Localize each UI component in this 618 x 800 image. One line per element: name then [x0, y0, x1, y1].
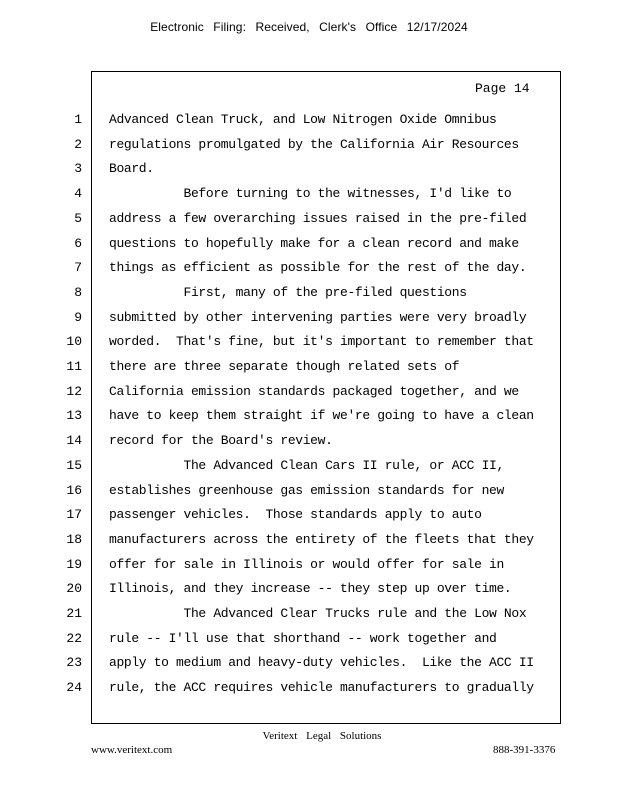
transcript-line: rule -- I'll use that shorthand -- work together and: [109, 631, 497, 646]
transcript-line: rule, the ACC requires vehicle manufacturers to gradually: [109, 680, 534, 695]
line-number: 19: [66, 557, 82, 572]
transcript-line: have to keep them straight if we're going to have a clean: [109, 408, 534, 423]
line-number: 3: [74, 161, 82, 176]
transcript-line: record for the Board's review.: [109, 433, 333, 448]
line-number: 23: [66, 655, 82, 670]
line-number: 6: [74, 236, 82, 251]
line-number: 2: [74, 137, 82, 152]
transcript-line: submitted by other intervening parties were very broadly: [109, 310, 527, 325]
transcript-line: passenger vehicles. Those standards apply to auto: [109, 507, 482, 522]
line-number: 22: [66, 631, 82, 646]
transcript-line: regulations promulgated by the California Air Resources: [109, 137, 519, 152]
line-number: 12: [66, 384, 82, 399]
transcript-line: The Advanced Clean Cars II rule, or ACC II,: [109, 458, 504, 473]
footer-website: www.veritext.com: [91, 744, 173, 756]
transcript-line: manufacturers across the entirety of the fleets that they: [109, 532, 534, 547]
transcript-line: offer for sale in Illinois or would offer for sale in: [109, 557, 504, 572]
line-number: 10: [66, 334, 82, 349]
transcript-line: apply to medium and heavy-duty vehicles. Like the ACC II: [109, 655, 534, 670]
line-number: 20: [66, 581, 82, 596]
line-number: 8: [74, 285, 82, 300]
transcript-line: First, many of the pre-filed questions: [109, 285, 467, 300]
transcript-line: questions to hopefully make for a clean record and make: [109, 236, 519, 251]
line-number: 24: [66, 680, 82, 695]
transcript-line: Advanced Clean Truck, and Low Nitrogen Oxide Omnibus: [109, 112, 497, 127]
line-number: 13: [66, 408, 82, 423]
transcript-line: worded. That's fine, but it's important to remember that: [109, 334, 534, 349]
transcript-line: establishes greenhouse gas emission standards for new: [109, 483, 504, 498]
transcript-line: The Advanced Clear Trucks rule and the Low Nox: [109, 606, 527, 621]
line-number: 18: [66, 532, 82, 547]
line-number: 9: [74, 310, 82, 325]
transcript-line: Board.: [109, 161, 154, 176]
transcript-line: there are three separate though related sets of: [109, 359, 460, 374]
transcript-line: Illinois, and they increase -- they step up over time.: [109, 581, 512, 596]
line-number: 1: [74, 112, 82, 127]
transcript-line: California emission standards packaged together, and we: [109, 384, 519, 399]
line-number: 15: [66, 458, 82, 473]
transcript-line: address a few overarching issues raised in the pre-filed: [109, 211, 527, 226]
line-number: 7: [74, 260, 82, 275]
line-number: 14: [66, 433, 82, 448]
footer-company: Veritext Legal Solutions: [262, 730, 382, 742]
page-number: Page 14: [475, 81, 530, 96]
transcript-line: Before turning to the witnesses, I'd like to: [109, 186, 512, 201]
line-number: 11: [66, 359, 82, 374]
filing-stamp-header: Electronic Filing: Received, Clerk's Office 12/17/2024: [150, 20, 468, 34]
line-number: 16: [66, 483, 82, 498]
line-number: 5: [74, 211, 82, 226]
transcript-line: things as efficient as possible for the rest of the day.: [109, 260, 527, 275]
line-number: 4: [74, 186, 82, 201]
footer-phone: 888-391-3376: [493, 744, 556, 756]
line-number: 21: [66, 606, 82, 621]
line-number: 17: [66, 507, 82, 522]
